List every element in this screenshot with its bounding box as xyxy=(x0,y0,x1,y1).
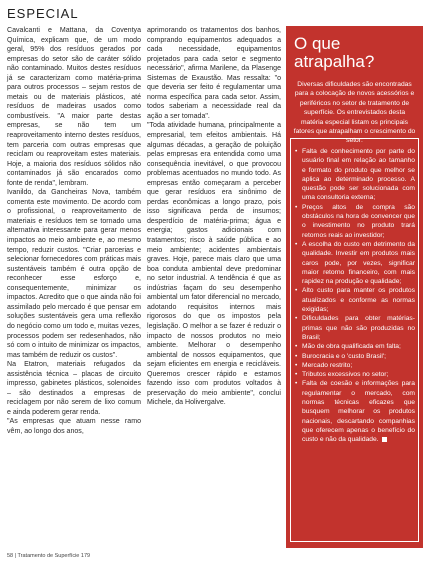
list-item-text: Mão de obra qualificada em falta; xyxy=(302,343,401,351)
paragraph: "As empresas que atuam nesse ramo vêm, ao longo dos anos, xyxy=(7,418,141,435)
list-item xyxy=(302,203,415,240)
list-item xyxy=(302,286,415,314)
list-item-text: Falta de coesão e informações para regulamentar o mercado, com normas técnicas eficazes que busquem melhorar os produtos nacionais, descartando companhias que oferecem apenas o benefício do custo e não da qualidade. xyxy=(302,380,415,444)
list-item xyxy=(302,361,415,370)
list-item-text: Mercado restrito; xyxy=(302,361,353,369)
list-item xyxy=(302,147,415,203)
section-title: ESPECIAL xyxy=(7,6,79,21)
article-column-1 xyxy=(7,26,141,437)
sidebar-list-box xyxy=(290,138,419,542)
list-item-text: Burocracia e o 'custo Brasil'; xyxy=(302,352,386,360)
paragraph: aprimorando os tratamentos dos banhos, comprando equipamentos adequados a cada necessidade, equipamentos projetados para cada setor e segmento necessário", afirma Marilene, da Plasenge Sistemas de Exaustão. Mas ressalta: "o que deveria ser feito é regulamentar uma norma específica para cada setor. Assim, todos saberiam a necessidade real da ação a ser tomada". xyxy=(147,27,281,120)
sidebar-list xyxy=(295,147,415,445)
list-item xyxy=(302,240,415,286)
paragraph: "Toda atividade humana, principalmente a empresarial, tem efeitos ambientais. Há algumas décadas, a geração de poluição pelas empresas era entendida como uma consequência inevitável, o que provocou problemas acentuados no mundo todo. As empresas então começaram a perceber que gerar resíduos era sinônimo de perdas econômicas a longo prazo, pois isso significava perda de insumos; desperdício de matéria-prima; água e energia; gastos adicionais com tratamentos; risco à saúde pública e ao meio ambiente; acidentes ambientais graves. Hoje, parece mais claro que uma boa conduta ambiental deve predominar no setor industrial. A tendência é que as indústrias façam do seu desempenho ambiental um fator diferencial no mercado, adotando requisitos internos mais rigorosos do que os impostos pela legislação. O melhor a se fazer é reduzir o impacto de nossos produtos no meio ambiente. Melhorar o desempenho ambiental de nossos equipamentos, que sejam eficientes em energia e recicláveis. Queremos crescer rápido e estamos fazendo isso com produtos voltados à preservação do meio ambiente", conclui Michele, da Holivergalve. xyxy=(147,122,281,407)
list-item xyxy=(302,379,415,444)
sidebar-intro: Diversas dificuldades são encontradas para a colocação de novos acessórios e periféricos no setor de tratamento de superfície. Os entrevistados desta matéria especial listam os principais fatores que atrapalham o crescimento do setor: xyxy=(293,81,416,145)
list-item xyxy=(302,342,415,351)
end-of-article-mark xyxy=(382,437,387,442)
list-item xyxy=(302,370,415,379)
paragraph: Ivanildo, da Gancheiras Nova, também comenta este movimento. De acordo com o profissional, o reaproveitamento de materiais e resíduos tem se tornado uma alternativa interessante para gerar menos impactos ao meio ambiente e, ao mesmo tempo, reduzir custos. "Criar parcerias e selecionar fornecedores com práticas mais sustentáveis também é outra opção de reconhecer esse esforço e, consequentemente, minimizar os impactos. Acredito que o que ainda não foi assimilado pelo mercado é que pensar em soluções sustentáveis gera uma reflexão do negócio como um todo e, muitas vezes, processos podem ser redesenhados, não só com o intuito de minimizar os impactos, mas também de reduzir os custos". xyxy=(7,189,141,359)
list-item-text: Tributos excessivos no setor; xyxy=(302,371,389,379)
list-item xyxy=(302,352,415,361)
sidebar-box xyxy=(286,26,423,548)
paragraph: Na Etatron, materiais refugados da assistência técnica – placas de circuito impresso, gabinetes plásticos, solenoides – são destinados a empresas de reciclagem por não serem de lixo comum e ainda poderem gerar renda. xyxy=(7,361,141,416)
list-item-text: Alto custo para manter os produtos atualizados e conforme as normas exigidas; xyxy=(302,287,415,314)
article-column-2 xyxy=(147,26,281,408)
sidebar-title: O que atrapalha? xyxy=(294,34,375,71)
list-item-text: Dificuldades para obter matérias-primas que não são produzidas no Brasil; xyxy=(302,315,415,341)
list-item xyxy=(302,314,415,342)
list-item-text: Falta de conhecimento por parte do usuário final em relação ao tamanho e formato do produto que melhor se aplica ao determinado processo. A questão pode ser solucionada com uma consultoria externa; xyxy=(302,148,415,202)
list-item-text: A escolha do custo em detrimento da qualidade. Investir em produtos mais caros pode, por vezes, significar maior retorno financeiro, com mais rapidez na produção e qualidade; xyxy=(302,240,415,286)
page-footer: 58 | Tratamento de Superfície 179 xyxy=(7,553,91,559)
list-item-text: Preços altos de compra são obstáculos na hora de convencer que o investimento no produto trará retornos reais ao investidor; xyxy=(302,203,415,239)
paragraph: Cavalcanti e Mattana, da Coventya Química, explicam que, de um modo geral, 95% dos resíduos gerados por empresas do setor são de caráter sólido não contaminado. Muitos destes resíduos já se caracterizam como matéria-prima para outros processos – sejam restos de metais ou de materiais plásticos, até resíduos de madeiras usados como combustíveis. "A maior parte destas empresas, se não tem um reaproveitamento interno destes resíduos, tem parceria com outras empresas que reciclam ou reaproveitam estes materiais. Hoje, a maioria dos resíduos sólidos não contaminados já são encarados como fonte de renda", lembram. xyxy=(7,27,141,187)
